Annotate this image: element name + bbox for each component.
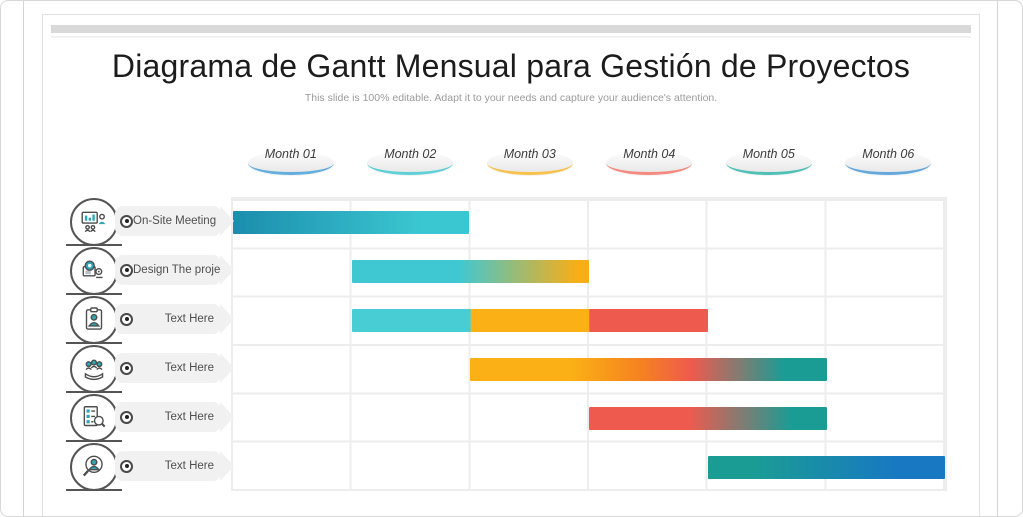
- month-header-01: [231, 145, 351, 191]
- task-row-3: [60, 295, 232, 344]
- gantt-bar-text-here-6: [708, 456, 945, 479]
- task-label-tag: [115, 206, 221, 236]
- report-magnifier-icon: [79, 403, 109, 433]
- slide-top-strip-shadow: [51, 36, 971, 38]
- search-person-icon: [79, 452, 109, 482]
- slide-title: Diagrama de Gantt Mensual para Gestión de Proyectos: [111, 48, 911, 84]
- presentation-meeting-icon: [79, 207, 109, 237]
- task-label-tag: [115, 402, 221, 432]
- task-icon-circle: [70, 296, 118, 344]
- task-label: Text Here: [164, 313, 214, 325]
- clipboard-person-icon: [79, 305, 109, 335]
- team-hand-icon: [79, 354, 109, 384]
- month-label: Month 03: [503, 147, 556, 161]
- month-header-03: [470, 145, 590, 191]
- task-icon-circle: [70, 394, 118, 442]
- month-header-row: [231, 145, 948, 191]
- task-label: Design The project: [133, 264, 230, 276]
- task-row-6: [60, 442, 232, 491]
- bullet-dot-icon: [120, 264, 133, 277]
- month-header-04: [590, 145, 710, 191]
- page-edge-line-right: [997, 0, 998, 517]
- gantt-grid: [231, 197, 947, 491]
- task-icon-circle: [70, 443, 118, 491]
- month-label: Month 02: [384, 147, 437, 161]
- task-label-tag: [115, 451, 221, 481]
- slide: [42, 14, 980, 517]
- task-label: On-Site Meeting: [133, 215, 217, 227]
- task-label-tag: [115, 304, 221, 334]
- design-gear-icon: [79, 256, 109, 286]
- bullet-dot-icon: [120, 460, 133, 473]
- bullet-dot-icon: [120, 411, 133, 424]
- task-icon-circle: [70, 345, 118, 393]
- page-edge-line-left: [23, 0, 24, 517]
- task-label: Text Here: [164, 411, 214, 423]
- task-label-tag: [115, 353, 221, 383]
- task-row-2: [60, 246, 232, 295]
- bullet-dot-icon: [120, 215, 133, 228]
- task-icon-circle: [70, 198, 118, 246]
- bullet-dot-icon: [120, 313, 133, 326]
- bullet-dot-icon: [120, 362, 133, 375]
- task-label-tag: [115, 255, 230, 285]
- month-header-02: [351, 145, 471, 191]
- task-row-1: [60, 197, 232, 246]
- month-label: Month 05: [742, 147, 795, 161]
- gantt-bar-text-here-4: [470, 358, 827, 381]
- task-row-5: [60, 393, 232, 442]
- task-row-4: [60, 344, 232, 393]
- slide-subtitle: This slide is 100% editable. Adapt it to your needs and capture your audience's attention.: [304, 92, 718, 104]
- task-label: Text Here: [164, 362, 214, 374]
- month-label: Month 04: [623, 147, 676, 161]
- month-label: Month 06: [862, 147, 915, 161]
- task-label: Text Here: [164, 460, 214, 472]
- month-header-05: [709, 145, 829, 191]
- slide-top-strip: [51, 25, 971, 33]
- gantt-bar-on-site-meeting: [233, 211, 469, 234]
- gantt-bar-text-here-5: [589, 407, 827, 430]
- task-icon-circle: [70, 247, 118, 295]
- gantt-bar-design-the-project: [352, 260, 589, 283]
- gantt-bar-text-here-3: [352, 309, 709, 332]
- month-label: Month 01: [264, 147, 317, 161]
- month-header-06: [829, 145, 949, 191]
